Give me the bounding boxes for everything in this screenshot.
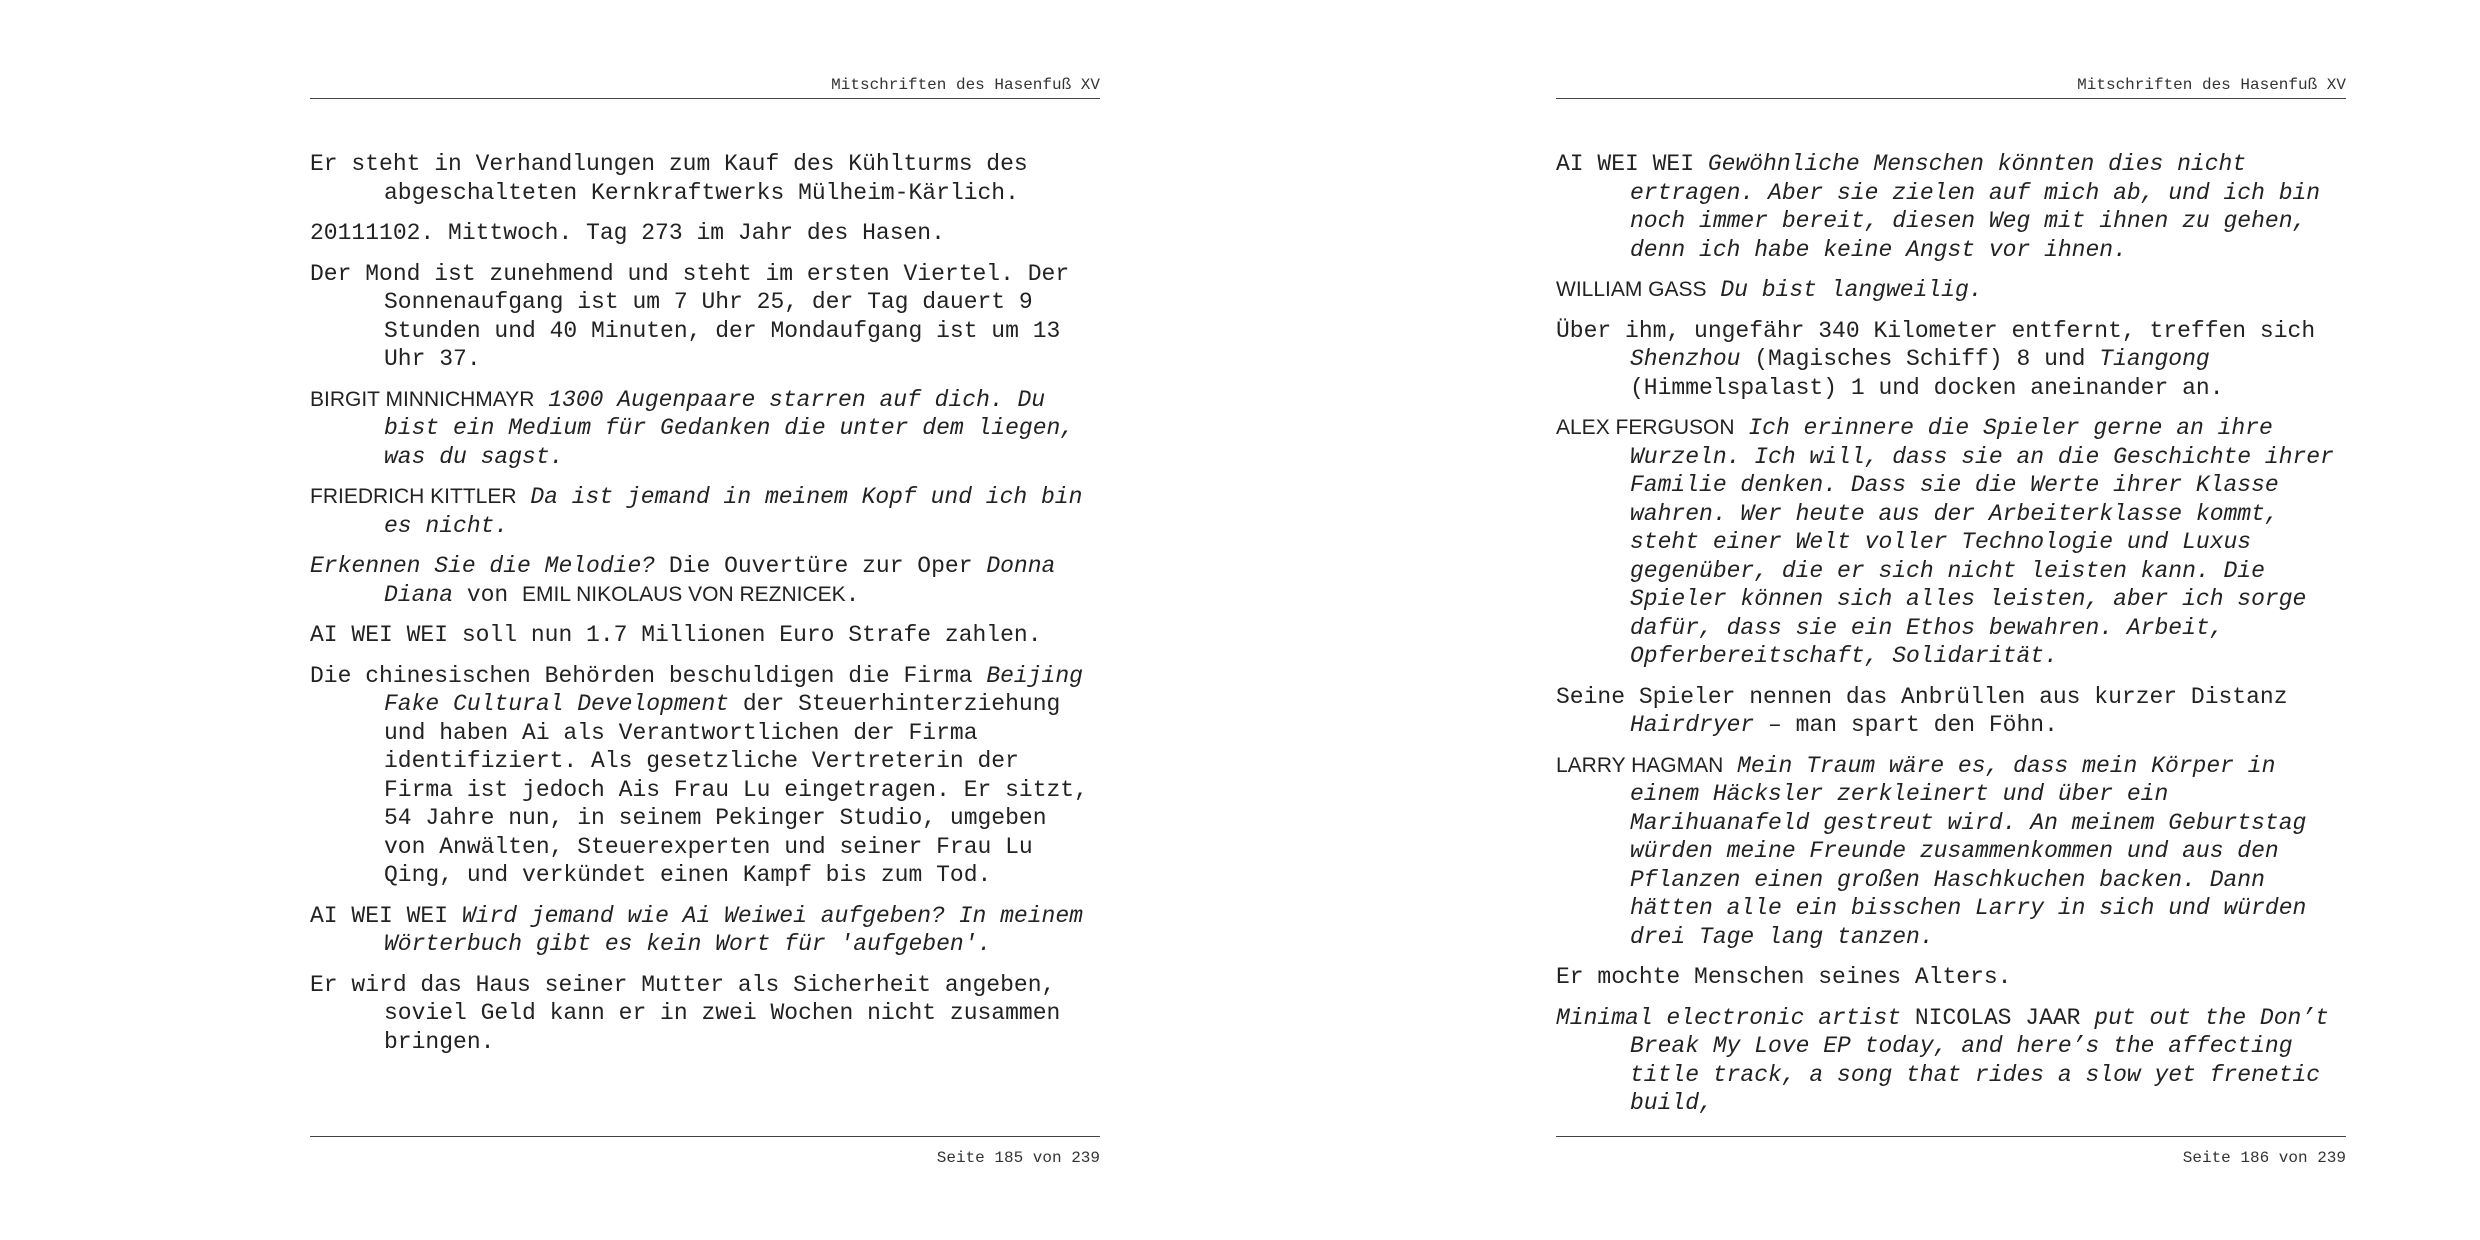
left-page <box>310 0 1100 1240</box>
running-header: Mitschriften des Hasenfuß XV <box>1556 72 2346 99</box>
paragraph <box>1556 414 2346 671</box>
italic-text: Beijing Fake Cultural Development <box>384 662 1083 717</box>
text-run: (Himmelspalast) 1 und docken aneinander an. <box>1630 374 2224 401</box>
speaker-name: BIRGIT MINNICHMAYR <box>310 387 535 411</box>
text-run: Seine Spieler nennen das Anbrüllen aus kurzer Distanz <box>1556 683 2288 710</box>
paragraph <box>310 552 1100 609</box>
speaker-name: ALEX FERGUSON <box>1556 416 1735 439</box>
italic-text: Ich erinnere die Spieler gerne an ihre Wurzeln. Ich will, dass sie an die Geschichte ihrer Familie denken. Dass sie die Werte ihrer Klasse wahren. Wer heute aus der Arbeiterklasse kommt, steht einer Welt voller Technologie und Luxus gegenüber, die er sich nicht leisten kann. Die Spieler können sich alles leisten, aber ich sorge dafür, dass sie ein Ethos bewahren. Arbeit, Opferbereitschaft, Solidarität. <box>1630 415 2334 669</box>
paragraph <box>1556 752 2346 952</box>
italic-text: Gewöhnliche Menschen könnten dies nicht ertragen. Aber sie zielen auf mich ab, und ich bin noch immer bereit, diesen Weg mit ihnen zu gehen, denn ich habe keine Angst vor ihnen. <box>1630 151 2321 263</box>
page-body <box>1556 150 2346 1130</box>
right-page <box>1556 0 2346 1240</box>
italic-text: Mein Traum wäre es, dass mein Körper in einem Häcksler zerkleinert und über ein Marihuanafeld gestreut wird. An meinem Geburtstag würden meine Freunde zusammenkommen und aus den Pflanzen einen großen Haschkuchen backen. Dann hätten alle ein bisschen Larry in sich und würden drei Tage lang tanzen. <box>1630 752 2307 950</box>
paragraph <box>1556 1004 2346 1118</box>
text-run: – man spart den Föhn. <box>1754 712 2058 738</box>
paragraph <box>310 621 1100 650</box>
speaker-name: LARRY HAGMAN <box>1556 753 1724 777</box>
text-run: Die Ouvertüre zur Oper <box>655 553 987 579</box>
text-run: Der Mond ist zunehmend und steht im ersten Viertel. Der Sonnenaufgang ist um 7 Uhr 25, der Tag dauert 9 Stunden und 40 Minuten, der Mondaufgang ist um 13 Uhr 37. <box>310 260 1070 372</box>
text-run: der Steuerhinterziehung und haben Ai als Verantwortlichen der Firma identifiziert. Als gesetzliche Vertreterin der Firma ist jedoch Ais Frau Lu eingetragen. Er sitzt, 54 Jahre nun, in seinem Pekinger Studio, umgeben von Anwälten, Steuerexperten und seiner Frau Lu Qing, und verkündet einen Kampf bis zum Tod. <box>384 691 1088 888</box>
italic-text: Wird jemand wie Ai Weiwei aufgeben? In meinem Wörterbuch gibt es kein Wort für 'aufgeben'. <box>384 902 1083 957</box>
italic-text: Du bist langweilig. <box>1706 277 1983 303</box>
paragraph <box>310 386 1100 472</box>
text-run: von <box>453 581 523 608</box>
text-run: 20111102. Mittwoch. Tag 273 im Jahr des Hasen. <box>310 220 945 246</box>
italic-text: Minimal electronic artist <box>1556 1004 1915 1031</box>
page-number-footer: Seite 186 von 239 <box>1556 1136 2346 1167</box>
italic-text: Da ist jemand in meinem Kopf und ich bin es nicht. <box>384 484 1083 539</box>
paragraph <box>1556 276 2346 305</box>
text-run: Er wird das Haus seiner Mutter als Sicherheit angeben, soviel Geld kann er in zwei Wochen nicht zusammen bringen. <box>310 971 1061 1055</box>
paragraph <box>1556 683 2346 740</box>
italic-text: Shenzhou <box>1630 346 1741 372</box>
text-run: Er mochte Menschen seines Alters. <box>1556 964 2012 990</box>
text-run: (Magisches Schiff) 8 und <box>1740 346 2100 372</box>
paragraph <box>310 219 1100 248</box>
paragraph <box>310 971 1100 1057</box>
running-header: Mitschriften des Hasenfuß XV <box>310 72 1100 99</box>
speaker-name: WILLIAM GASS <box>1556 278 1707 301</box>
paragraph <box>310 902 1100 959</box>
paragraph <box>1556 317 2346 403</box>
text-run: AI WEI WEI <box>310 902 449 929</box>
page-number-footer: Seite 185 von 239 <box>310 1136 1100 1167</box>
italic-text: Erkennen Sie die Melodie? <box>310 553 656 579</box>
text-run: AI WEI WEI <box>1556 151 1695 177</box>
italic-text: 1300 Augenpaare starren auf dich. Du bist ein Medium für Gedanken die unter dem liegen, was du sagst. <box>384 386 1075 470</box>
paragraph <box>310 662 1100 890</box>
italic-text: Tiangong <box>2099 346 2210 372</box>
paragraph <box>310 260 1100 374</box>
text-run: Die chinesischen Behörden beschuldigen die Firma <box>310 662 987 689</box>
text-run: Über ihm, ungefähr 340 Kilometer entfernt, treffen sich <box>1556 317 2316 344</box>
text-run: Er steht in Verhandlungen zum Kauf des Kühlturms des abgeschalteten Kernkraftwerks Mülheim-Kärlich. <box>310 151 1028 206</box>
text-run: AI WEI WEI soll nun 1.7 Millionen Euro Strafe zahlen. <box>310 622 1042 648</box>
speaker-name: EMIL NIKOLAUS VON REZNICEK <box>522 582 846 606</box>
paragraph <box>1556 963 2346 992</box>
text-run: . <box>845 581 860 608</box>
page-body <box>310 150 1100 1068</box>
paragraph <box>310 483 1100 540</box>
italic-text: Hairdryer <box>1630 712 1755 738</box>
italic-text: put out the Don’t Break My Love EP today, and here’s the affecting title track, a song that rides a slow yet frenetic build, <box>1630 1004 2329 1116</box>
speaker-name: FRIEDRICH KITTLER <box>310 485 517 508</box>
italic-text: Donna Diana <box>384 553 1056 608</box>
paragraph <box>310 150 1100 207</box>
text-run: NICOLAS JAAR <box>1914 1004 2081 1031</box>
paragraph <box>1556 150 2346 264</box>
